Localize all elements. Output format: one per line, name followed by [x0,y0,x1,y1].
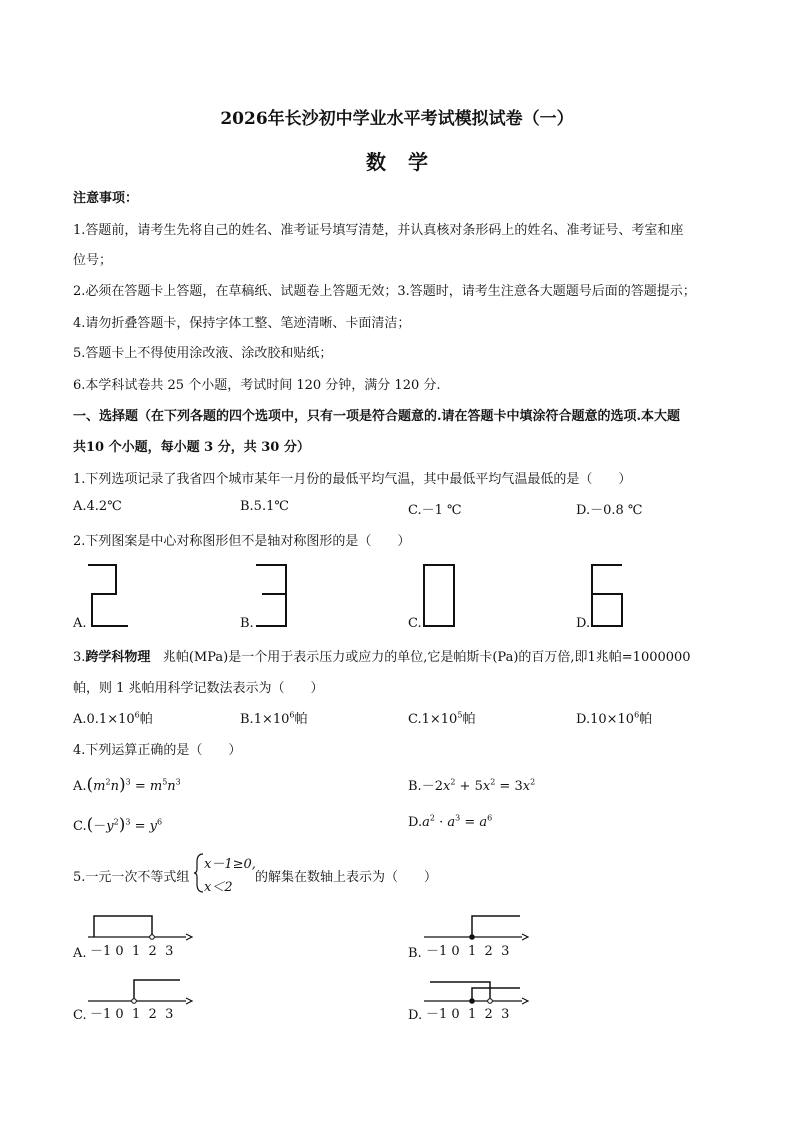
q1-option-a: A.4.2℃ [73,499,122,514]
note-4: 4.请勿折叠答题卡，保持字体工整、笔迹清晰、卡面清洁； [73,316,411,331]
q2-stem: 2.下列图案是中心对称图形但不是轴对称图形的是（ ） [73,534,411,549]
q2-figure-c [418,560,468,632]
q3-option-d: $D.10\times 10^6$帕 [576,710,653,727]
section1-heading-b: 共10 个小题，每小题 3 分，共 30 分） [73,440,310,455]
q4-option-d: $D.a^2 \cdot a^3 = a^6$ [408,813,493,830]
q5-stem-b: 的解集在数轴上表示为（ ） [255,870,438,885]
q2-figure-b [252,560,302,632]
q5-ticks-b: －1 0 1 2 3 [426,944,510,959]
q5-label-b: B. [408,946,422,961]
q3-line-a: 3.跨学科物理 兆帕(MPa)是一个用于表示压力或应力的单位,它是帕斯卡(Pa)的百万倍,即1兆帕=1000000 [73,650,691,665]
subject-title: 数学 [366,150,450,174]
q5-label-d: D. [408,1008,423,1023]
note-5: 5.答题卡上不得使用涂改液、涂改胶和贴纸； [73,346,333,361]
q1-stem: 1.下列选项记录了我省四个城市某年一月份的最低平均气温，其中最低平均气温最低的是（ ） [73,472,632,487]
q1-option-c: C.－1 ℃ [408,503,462,518]
q2-label-a: A. [73,616,87,631]
q4-option-b: $B.-2x^2 + 5x^2 = 3x^2$ [408,777,536,794]
q5-stem-a: 5.一元一次不等式组 [73,870,190,885]
q2-label-c: C. [408,616,422,631]
q4-stem: 4.下列运算正确的是（ ） [73,743,242,758]
note-1a: 1.答题前，请考生先将自己的姓名、准考证号填写清楚，并认真核对条形码上的姓名、准考证号、考室和座 [73,223,684,238]
q3-stem-b: 帕，则 1 兆帕用科学记数法表示为（ ） [73,681,324,696]
q3-option-c: $C.1\times 10^5$帕 [408,710,476,727]
q4-option-c: $C.(-y^2)^3 = y^6$ [73,815,163,835]
note-2: 2.必须在答题卡上答题，在草稿纸、试题卷上答题无效；3.答题时，请考生注意各大题题号后面的答题提示； [73,284,696,299]
note-6: 6.本学科试卷共 25 个小题，考试时间 120 分钟，满分 120 分. [73,378,441,393]
note-1b: 位号； [73,253,113,268]
q1-option-b: B.5.1℃ [240,499,289,514]
q3-stem-a: 兆帕(MPa)是一个用于表示压力或应力的单位,它是帕斯卡(Pa)的百万倍,即1兆帕=1000000 [162,650,691,665]
q3-tag: 跨学科物理 [85,650,151,665]
q2-figure-d [586,560,636,632]
q5-ineq-1: x－1≥0, [204,857,256,872]
q2-label-d: D. [576,616,591,631]
q5-ticks-d: －1 0 1 2 3 [426,1007,510,1022]
q3-option-b: $B.1\times 10^6$帕 [240,710,308,727]
exam-title: 2026年长沙初中学业水平考试模拟试卷（一） [220,109,574,129]
notes-heading: 注意事项： [73,191,139,206]
q2-label-b: B. [240,616,254,631]
q4-option-a: $A.(m^2n)^3 = m^5n^3$ [73,775,181,795]
q5-ticks-c: －1 0 1 2 3 [90,1007,174,1022]
q2-figure-a [84,560,134,632]
q5-ticks-a: －1 0 1 2 3 [90,944,174,959]
q5-label-a: A. [73,946,87,961]
section1-heading-a: 一、选择题（在下列各题的四个选项中，只有一项是符合题意的.请在答题卡中填涂符合题意的选项.本大题 [73,409,681,424]
q1-option-d: D.－0.8 ℃ [576,503,643,518]
q3-option-a: $A.0.1\times 10^6$帕 [73,710,153,727]
q5-label-c: C. [73,1008,87,1023]
q5-ineq-2: x＜2 [204,880,233,895]
